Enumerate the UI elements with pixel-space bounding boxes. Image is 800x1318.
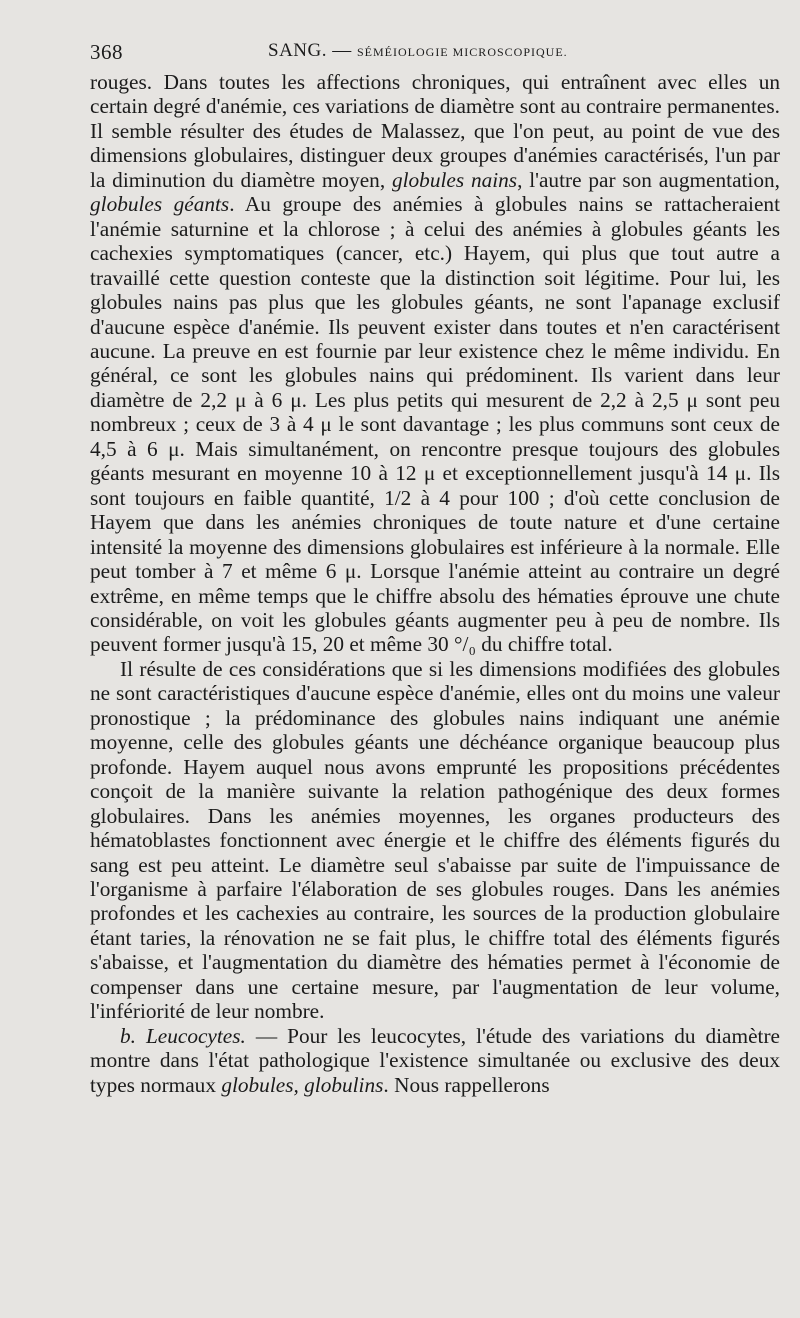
text-run: — Pour les leucocytes, l'étude des variations du diamètre montre dans l'état pathologique l'existence simultanée ou exclusive des deux types normaux [90,1023,780,1097]
text-run: . Nous rappellerons [383,1072,550,1097]
page-header [90,34,780,70]
text-run: , l'autre par son augmentation, [517,167,780,192]
text-run: Il résulte de ces considérations que si les dimensions modifiées des globules ne sont caractéristiques d'aucune espèce d'anémie, elles ont du moins une valeur pronostique ; la prédominance des globules nains indiquant une anémie moyenne, celle des globules géants une déchéance organique beaucoup plus profonde. Hayem auquel nous avons emprunté les propositions précédentes conçoit de la manière suivante la relation pathogénique des deux formes globulaires. Dans les anémies moyennes, les organes producteurs des hématoblastes fonctionnent avec énergie et le chiffre des éléments figurés du sang est peu atteint. Le diamètre seul s'abaisse par suite de l'impuissance de l'organisme à parfaire l'élaboration de ses globules rouges. Dans les anémies profondes et les cachexies au contraire, les sources de la production globulaire étant taries, la rénovation ne se fait plus, le chiffre total des éléments figurés s'abaisse, et l'augmentation du diamètre des hématies permet à l'économie de compenser dans une certaine mesure, par l'augmentation de leur volume, l'infériorité de leur nombre. [90,656,780,1024]
italic-term: globules géants [90,192,230,217]
running-head-subtitle: SÉMÉIOLOGIE MICROSCOPIQUE. [356,45,568,59]
page-number: 368 [90,40,123,64]
running-head [268,40,568,62]
text-run: . Au groupe des anémies à globules nains se rattacheraient l'anémie saturnine et la chlorose ; à celui des anémies à globules géants les cachexies symptomatiques (cancer, etc.) Hayem, qui plus que tout autre a travaillé cette question conteste que la distinction soit légitime. Pour lui, les globules nains pas plus que les globules géants, ne sont l'apanage exclusif d'aucune espèce d'anémie. Ils peuvent exister dans toutes et n'en caractérisent aucune. La preuve en est fournie par leur existence chez le même individu. En général, ce sont les globules nains qui prédominent. Ils varient dans leur diamètre de 2,2 μ à 6 μ. Les plus petits qui mesurent de 2,2 à 2,5 μ sont peu nombreux ; ceux de 3 à 4 μ le sont davantage ; les plus communs sont ceux de 4,5 à 6 μ. Mais simultanément, on rencontre presque toujours des globules géants mesurant en moyenne 10 à 12 μ et exceptionnellement jusqu'à 14 μ. Ils sont toujours en faible quantité, 1/2 à 4 pour 100 ; d'où cette conclusion de Hayem que dans les anémies chroniques de toute nature et d'une certaine intensité la moyenne des dimensions globulaires est inférieure à la normale. Elle peut tomber à 7 et même 6 μ. Lorsque l'anémie atteint au contraire un degré extrême, en même temps que le chiffre absolu des hématies éprouve une chute considérable, on voit les globules géants augmenter peu à peu de nombre. Ils peuvent former jusqu'à 15, 20 et même 30 °/₀ du chiffre total. [90,192,780,657]
paragraph-1 [90,70,780,657]
italic-term: globules nains [391,167,518,192]
section-heading-leucocytes: b. Leucocytes. [120,1023,246,1048]
body-text [90,70,780,1097]
italic-term: globules, globulins [221,1072,384,1097]
text-run: rouges. Dans toutes les affections chroniques, qui entraînent avec elles un certain degré d'anémie, ces variations de diamètre sont au contraire permanentes. Il semble résulter des études de Malassez, que l'on peut, au point de vue des dimensions globulaires, distinguer deux groupes d'anémies caractérisés, l'un par la diminution du diamètre moyen, [90,70,780,192]
running-head-title: SANG. — [268,40,357,61]
paragraph-2 [90,657,780,1024]
paragraph-3 [90,1024,780,1097]
